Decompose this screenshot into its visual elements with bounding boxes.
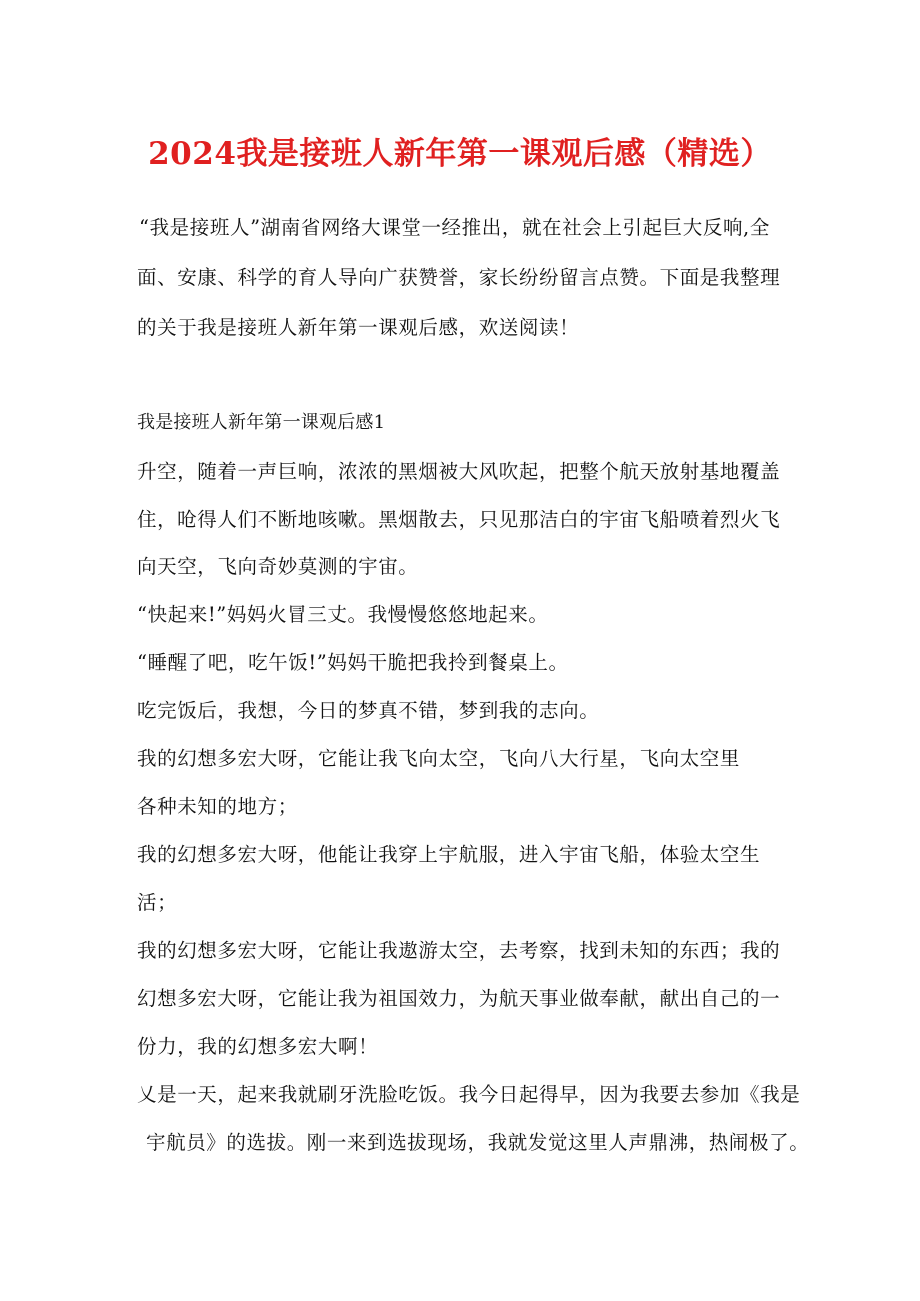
body-line: 向天空，飞向奇妙莫测的宇宙。 (137, 555, 419, 578)
intro-line: “我是接班人”湖南省网络大课堂一经推出，就在社会上引起巨大反响,全 (139, 216, 770, 239)
body-line: 各种未知的地方； (137, 795, 298, 818)
body-line: 我的幻想多宏大呀，他能让我穿上宇航服，进入宇宙飞船，体验太空生 (137, 843, 761, 866)
body-line: 住，呛得人们不断地咳嗽。黑烟散去，只见那洁白的宇宙飞船喷着烈火飞 (137, 508, 781, 531)
body-line: “睡醒了吧，吃午饭!”妈妈干脆把我拎到餐桌上。 (137, 651, 569, 674)
section-heading: 我是接班人新年第一课观后感1 (137, 412, 386, 433)
body-line: 升空，随着一声巨响，浓浓的黑烟被大风吹起，把整个航天放射基地覆盖 (137, 460, 781, 483)
body-line: 我的幻想多宏大呀，它能让我飞向太空，飞向八大行星，飞向太空里 (137, 747, 741, 770)
body-line: 宇航员》的选拔。刚一来到选拔现场，我就发觉这里人声鼎沸，热闹极了。 (146, 1131, 810, 1154)
intro-line: 的关于我是接班人新年第一课观后感，欢送阅读！ (137, 316, 580, 339)
body-line: 幻想多宏大呀，它能让我为祖国效力，为航天事业做奉献，献出自己的一 (137, 987, 781, 1010)
intro-line: 面、安康、科学的育人导向广获赞誉，家长纷纷留言点赞。下面是我整理 (137, 266, 781, 289)
body-line: 活； (137, 891, 178, 914)
body-line: 份力，我的幻想多宏大啊！ (137, 1035, 379, 1058)
body-line: 吃完饭后，我想，今日的梦真不错，梦到我的志向。 (137, 699, 600, 722)
body-line: 我的幻想多宏大呀，它能让我遨游太空，去考察，找到未知的东西；我的 (137, 939, 781, 962)
body-line: 乂是一天，起来我就刷牙洗脸吃饭。我今日起得早，因为我要去参加《我是 (137, 1083, 801, 1106)
body-line: “快起来!”妈妈火冒三丈。我慢慢悠悠地起来。 (137, 603, 549, 626)
page-title: 2024我是接班人新年第一课观后感（精选） (148, 136, 772, 172)
